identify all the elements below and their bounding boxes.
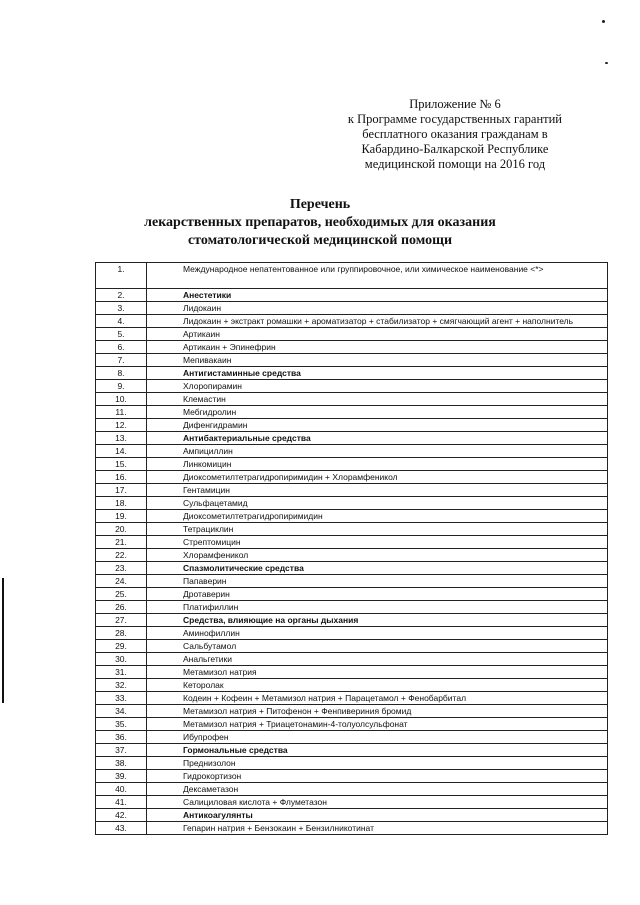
- table-section-row: [96, 562, 608, 575]
- drug-name: Дифенгидрамин: [147, 419, 608, 432]
- table-row: [96, 705, 608, 718]
- drug-name: Ибупрофен: [147, 731, 608, 744]
- section-name: Антикоагулянты: [147, 809, 608, 822]
- drug-name: Диоксометилтетрагидропиримидин + Хлорамфеникол: [147, 471, 608, 484]
- table-row: [96, 770, 608, 783]
- table-section-row: [96, 809, 608, 822]
- table-row: [96, 783, 608, 796]
- drug-name: Салициловая кислота + Флуметазон: [147, 796, 608, 809]
- drug-name: Кодеин + Кофеин + Метамизол натрия + Парацетамол + Фенобарбитал: [147, 692, 608, 705]
- row-number: 8.: [96, 367, 147, 380]
- table-row: [96, 536, 608, 549]
- drug-name: Хлоропирамин: [147, 380, 608, 393]
- title-heading: Перечень: [289, 197, 351, 212]
- row-number: 23.: [96, 562, 147, 575]
- row-number: 31.: [96, 666, 147, 679]
- appendix-line: бесплатного оказания гражданам в: [362, 127, 548, 141]
- table-row: [96, 458, 608, 471]
- table-row: [96, 731, 608, 744]
- table-row: [96, 497, 608, 510]
- title-line: стоматологической медицинской помощи: [187, 233, 453, 248]
- drug-name: Артикаин + Эпинефрин: [147, 341, 608, 354]
- table-row: [96, 354, 608, 367]
- table-row: [96, 796, 608, 809]
- drug-name: Сальбутамол: [147, 640, 608, 653]
- table-row: [96, 601, 608, 614]
- appendix-line: к Программе государственных гарантий: [347, 112, 562, 126]
- section-name: Спазмолитические средства: [147, 562, 608, 575]
- table-row: [96, 575, 608, 588]
- table-row: [96, 822, 608, 835]
- table-row: [96, 419, 608, 432]
- appendix-line: Кабардино-Балкарской Республике: [361, 142, 549, 156]
- row-number: 5.: [96, 328, 147, 341]
- row-number: 38.: [96, 757, 147, 770]
- table-row: [96, 263, 608, 289]
- drug-name: Платифиллин: [147, 601, 608, 614]
- section-name: Средства, влияющие на органы дыхания: [147, 614, 608, 627]
- table-row: [96, 484, 608, 497]
- drug-name: Артикаин: [147, 328, 608, 341]
- table-row: [96, 445, 608, 458]
- document-title: [0, 196, 640, 250]
- drug-name: Метамизол натрия + Триацетонамин-4-толуолсульфонат: [147, 718, 608, 731]
- table-row: [96, 341, 608, 354]
- table-section-row: [96, 432, 608, 445]
- row-number: 3.: [96, 302, 147, 315]
- table-row: [96, 393, 608, 406]
- row-number: 39.: [96, 770, 147, 783]
- table-section-row: [96, 367, 608, 380]
- row-number: 14.: [96, 445, 147, 458]
- table-row: [96, 653, 608, 666]
- row-number: 15.: [96, 458, 147, 471]
- drug-name: Лидокаин: [147, 302, 608, 315]
- drug-name: Гепарин натрия + Бензокаин + Бензилникотинат: [147, 822, 608, 835]
- table-row: [96, 328, 608, 341]
- row-number: 19.: [96, 510, 147, 523]
- row-number: 27.: [96, 614, 147, 627]
- table-row: [96, 302, 608, 315]
- drug-name: Папаверин: [147, 575, 608, 588]
- row-number: 40.: [96, 783, 147, 796]
- drug-name: Кеторолак: [147, 679, 608, 692]
- table-row: [96, 757, 608, 770]
- table-row: [96, 406, 608, 419]
- row-number: 36.: [96, 731, 147, 744]
- row-number: 30.: [96, 653, 147, 666]
- row-number: 34.: [96, 705, 147, 718]
- row-number: 12.: [96, 419, 147, 432]
- row-number: 29.: [96, 640, 147, 653]
- row-number: 16.: [96, 471, 147, 484]
- drug-name: Дротаверин: [147, 588, 608, 601]
- table-row: [96, 640, 608, 653]
- row-number: 7.: [96, 354, 147, 367]
- table-row: [96, 380, 608, 393]
- table-section-row: [96, 289, 608, 302]
- row-number: 25.: [96, 588, 147, 601]
- table-row: [96, 588, 608, 601]
- table-row: [96, 627, 608, 640]
- section-name: Гормональные средства: [147, 744, 608, 757]
- drug-name: Линкомицин: [147, 458, 608, 471]
- table-row: [96, 666, 608, 679]
- drug-name: Лидокаин + экстракт ромашки + ароматизатор + стабилизатор + смягчающий агент + наполнитель: [147, 315, 608, 328]
- row-number: 13.: [96, 432, 147, 445]
- drug-name: Клемастин: [147, 393, 608, 406]
- table-row: [96, 718, 608, 731]
- drug-name: Дексаметазон: [147, 783, 608, 796]
- drug-name: Анальгетики: [147, 653, 608, 666]
- row-number: 26.: [96, 601, 147, 614]
- table-row: [96, 315, 608, 328]
- row-number: 43.: [96, 822, 147, 835]
- drug-name: Тетрациклин: [147, 523, 608, 536]
- row-number: 17.: [96, 484, 147, 497]
- row-number: 41.: [96, 796, 147, 809]
- drug-name: Сульфацетамид: [147, 497, 608, 510]
- scan-speck: [602, 20, 605, 23]
- appendix-line: Приложение № 6: [409, 97, 501, 111]
- drug-name: Преднизолон: [147, 757, 608, 770]
- row-number: 35.: [96, 718, 147, 731]
- row-number: 9.: [96, 380, 147, 393]
- row-number: 11.: [96, 406, 147, 419]
- section-name: Анестетики: [147, 289, 608, 302]
- drug-name: Метамизол натрия + Питофенон + Фенпивериния бромид: [147, 705, 608, 718]
- medicines-table: [95, 262, 608, 835]
- table-row: [96, 523, 608, 536]
- drug-name: Гентамицин: [147, 484, 608, 497]
- drug-name: Гидрокортизон: [147, 770, 608, 783]
- scan-edge-mark: [2, 578, 4, 703]
- row-number: 20.: [96, 523, 147, 536]
- row-number: 21.: [96, 536, 147, 549]
- row-number: 22.: [96, 549, 147, 562]
- scan-speck: [605, 62, 608, 64]
- row-number: 24.: [96, 575, 147, 588]
- row-number: 18.: [96, 497, 147, 510]
- row-number: 42.: [96, 809, 147, 822]
- drug-name: Стрептомицин: [147, 536, 608, 549]
- row-number: 32.: [96, 679, 147, 692]
- row-number: 33.: [96, 692, 147, 705]
- row-number: 28.: [96, 627, 147, 640]
- table-row: [96, 679, 608, 692]
- row-number: 4.: [96, 315, 147, 328]
- table-row: [96, 692, 608, 705]
- table-section-row: [96, 744, 608, 757]
- row-number: 2.: [96, 289, 147, 302]
- section-name: Антигистаминные средства: [147, 367, 608, 380]
- drug-name: Хлорамфеникол: [147, 549, 608, 562]
- table-row: [96, 471, 608, 484]
- drug-name: Мебгидролин: [147, 406, 608, 419]
- table-row: [96, 549, 608, 562]
- drug-name: Аминофиллин: [147, 627, 608, 640]
- drug-name: Метамизол натрия: [147, 666, 608, 679]
- table-section-row: [96, 614, 608, 627]
- row-number: 1.: [96, 263, 147, 289]
- row-number: 6.: [96, 341, 147, 354]
- row-number: 37.: [96, 744, 147, 757]
- section-name: Антибактериальные средства: [147, 432, 608, 445]
- drug-name: Международное непатентованное или группировочное, или химическое наименование <*>: [147, 263, 608, 289]
- row-number: 10.: [96, 393, 147, 406]
- appendix-header: [348, 97, 562, 172]
- drug-name: Диоксометилтетрагидропиримидин: [147, 510, 608, 523]
- drug-name: Ампициллин: [147, 445, 608, 458]
- title-line: лекарственных препаратов, необходимых для оказания: [144, 215, 496, 230]
- appendix-line: медицинской помощи на 2016 год: [364, 157, 546, 171]
- table-row: [96, 510, 608, 523]
- drug-name: Мепивакаин: [147, 354, 608, 367]
